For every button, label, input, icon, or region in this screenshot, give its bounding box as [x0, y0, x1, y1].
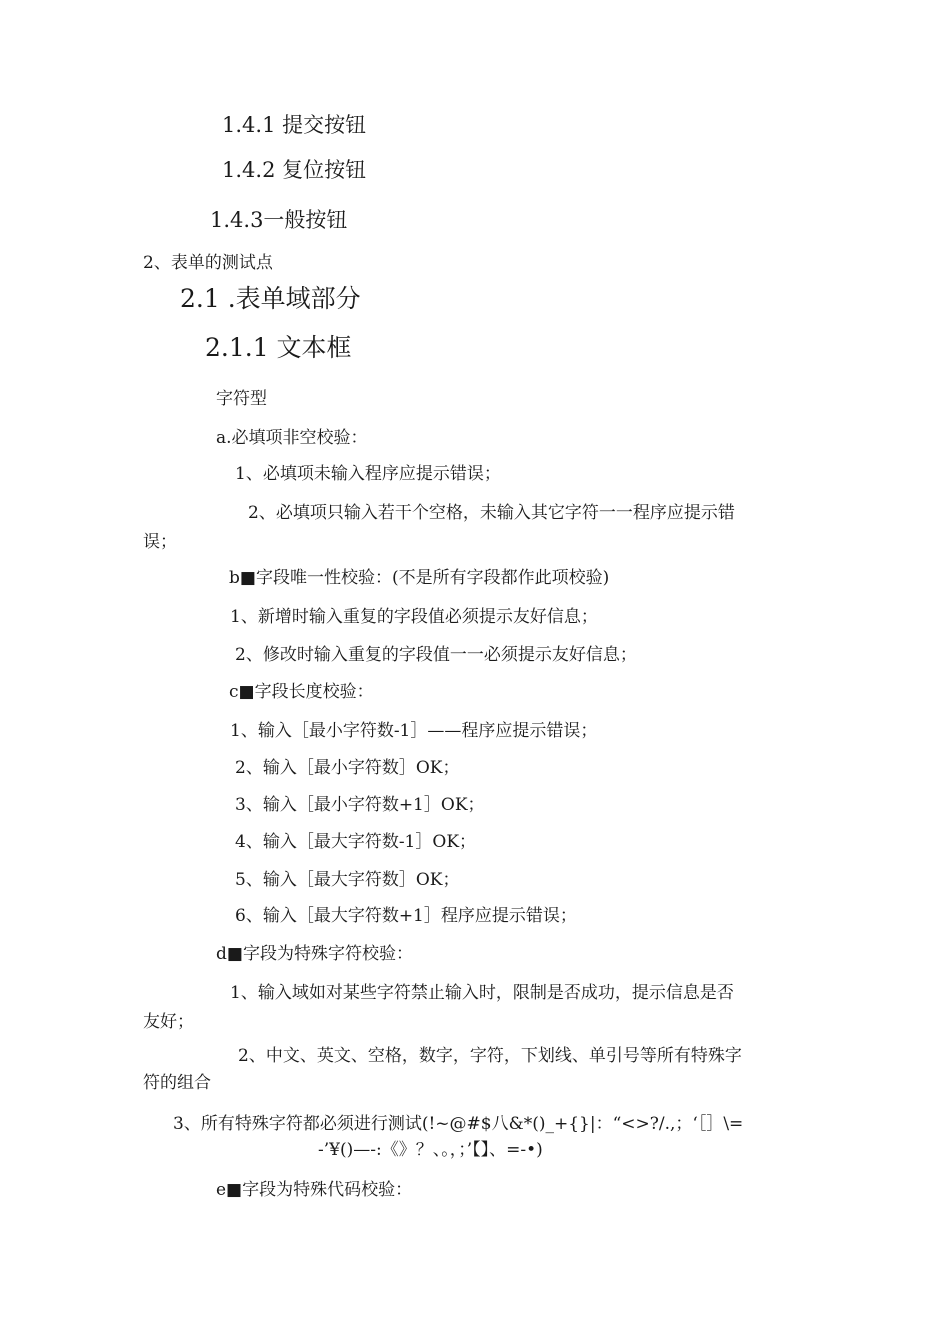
- heading-1-4-2: 1.4.2 复位按钮: [222, 158, 367, 182]
- section-d-title: d■字段为特殊字符校验：: [216, 944, 413, 964]
- heading-2: 2、表单的测试点: [143, 253, 273, 273]
- d-item-3-line-2: -’¥()—-:《》？、。，；’【】、=-•): [318, 1140, 543, 1160]
- c-item-6: 6、输入［最大字符数+1］程序应提示错误；: [235, 906, 577, 926]
- b-item-2: 2、修改时输入重复的字段值一一必须提示友好信息；: [235, 645, 637, 665]
- d-item-1-line-2: 友好；: [143, 1012, 194, 1032]
- d-item-3-line-1: 3、所有特殊字符都必须进行测试(!~@#$八&*()_+{}|：“<>?/.,；‘［］\=: [173, 1114, 744, 1134]
- section-c-title: c■字段长度校验：: [229, 682, 374, 702]
- c-item-1: 1、输入［最小字符数-1］——程序应提示错误；: [230, 721, 598, 741]
- a-item-1: 1、必填项未输入程序应提示错误；: [235, 464, 501, 484]
- d-item-2-line-1: 2、中文、英文、空格，数字，字符，下划线、单引号等所有特殊字: [238, 1046, 742, 1066]
- d-item-1-line-1: 1、输入域如对某些字符禁止输入时，限制是否成功，提示信息是否: [230, 983, 734, 1003]
- section-b-title: b■字段唯一性校验：(不是所有字段都作此项校验): [229, 568, 610, 588]
- heading-2-1: 2.1 .表单域部分: [180, 284, 361, 313]
- c-item-2: 2、输入［最小字符数］OK；: [235, 758, 460, 778]
- c-item-5: 5、输入［最大字符数］OK；: [235, 870, 460, 890]
- b-item-1: 1、新增时输入重复的字段值必须提示友好信息；: [230, 607, 598, 627]
- c-item-3: 3、输入［最小字符数+1］OK；: [235, 795, 485, 815]
- c-item-4: 4、输入［最大字符数-1］OK；: [235, 832, 477, 852]
- a-item-2-line-1: 2、必填项只输入若干个空格，未输入其它字符一一程序应提示错: [248, 503, 735, 523]
- heading-2-1-1: 2.1.1 文本框: [205, 333, 352, 362]
- type-label: 字符型: [216, 389, 267, 409]
- heading-1-4-3: 1.4.3一般按钮: [210, 208, 348, 232]
- a-item-2-line-2: 误；: [143, 532, 177, 552]
- section-e-title: e■字段为特殊代码校验：: [216, 1180, 413, 1200]
- heading-1-4-1: 1.4.1 提交按钮: [222, 113, 367, 137]
- d-item-2-line-2: 符的组合: [143, 1073, 211, 1093]
- section-a-title: a.必填项非空校验：: [216, 428, 368, 448]
